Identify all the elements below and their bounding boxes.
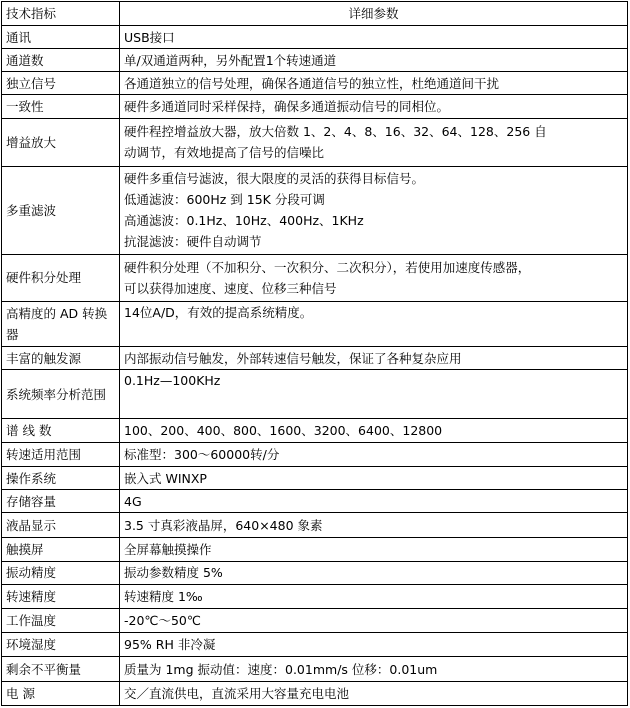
spec-detail-line: 4G	[124, 493, 142, 509]
table-row	[2, 26, 628, 49]
spec-detail-line: 转速精度 1‰	[124, 589, 203, 605]
spec-detail-line: 标准型：300～60000转/分	[124, 447, 280, 463]
spec-detail	[120, 681, 628, 705]
spec-name: 通讯	[2, 26, 120, 49]
spec-detail-line: 振动参数精度 5%	[124, 565, 223, 581]
spec-detail-line: 各通道独立的信号处理，确保各通道信号的独立性，杜绝通道间干扰	[124, 75, 500, 91]
table-header-row	[2, 2, 628, 26]
spec-detail-line: 质量为 1mg 振动值：速度：0.01mm/s 位移：0.01um	[124, 661, 438, 677]
table-row	[2, 561, 628, 584]
table-row	[2, 442, 628, 466]
spec-detail	[120, 254, 628, 301]
spec-detail	[120, 467, 628, 490]
spec-name: 系统频率分析范围	[2, 370, 120, 418]
spec-detail-line: 硬件多通道同时采样保持，确保多通道振动信号的同相位。	[124, 99, 450, 115]
spec-detail-line: 低通滤波：600Hz 到 15K 分段可调	[124, 192, 325, 208]
spec-name: 转速精度	[2, 584, 120, 608]
spec-detail-line: 3.5 寸真彩液晶屏，640×480 象素	[124, 517, 323, 533]
table-row	[2, 418, 628, 442]
spec-detail-line: 抗混滤波：硬件自动调节	[124, 234, 262, 250]
spec-name: 剩余不平衡量	[2, 657, 120, 681]
table-row	[2, 633, 628, 657]
spec-detail	[120, 370, 628, 418]
spec-detail	[120, 584, 628, 608]
table-row	[2, 72, 628, 95]
spec-detail	[120, 49, 628, 72]
table-row	[2, 301, 628, 346]
spec-detail	[120, 561, 628, 584]
table-row	[2, 49, 628, 72]
table-row	[2, 609, 628, 633]
spec-detail-line: USB接口	[124, 29, 175, 45]
table-row	[2, 584, 628, 608]
spec-detail-line: 0.1Hz—100KHz	[124, 373, 221, 389]
spec-detail-line: 嵌入式 WINXP	[124, 470, 207, 486]
table-row	[2, 95, 628, 118]
spec-detail-line: 95% RH 非冷凝	[124, 637, 216, 653]
table-row	[2, 370, 628, 418]
spec-detail-line: 硬件积分处理（不加积分、一次积分、二次积分），若使用加速度传感器，	[124, 259, 531, 275]
spec-detail	[120, 166, 628, 254]
table-row	[2, 254, 628, 301]
spec-detail	[120, 72, 628, 95]
spec-detail	[120, 657, 628, 681]
spec-name: 通道数	[2, 49, 120, 72]
table-row	[2, 513, 628, 537]
spec-detail-line: 14位A/D，有效的提高系统精度。	[124, 304, 313, 320]
spec-detail	[120, 513, 628, 537]
table-row	[2, 467, 628, 490]
spec-detail-line: 内部振动信号触发，外部转速信号触发，保证了各种复杂应用	[124, 350, 462, 366]
spec-detail	[120, 442, 628, 466]
spec-name: 工作温度	[2, 609, 120, 633]
spec-detail	[120, 118, 628, 166]
spec-detail	[120, 490, 628, 513]
spec-name: 操作系统	[2, 467, 120, 490]
table-row	[2, 118, 628, 166]
spec-name: 电 源	[2, 681, 120, 705]
spec-name: 振动精度	[2, 561, 120, 584]
spec-detail	[120, 418, 628, 442]
spec-name: 增益放大	[2, 118, 120, 166]
spec-detail-line: 可以获得加速度、速度、位移三种信号	[124, 280, 337, 296]
spec-name: 一致性	[2, 95, 120, 118]
spec-name: 多重滤波	[2, 166, 120, 254]
spec-detail-line: 高通滤波：0.1Hz、10Hz、400Hz、1KHz	[124, 213, 364, 229]
spec-detail-line: 全屏幕触摸操作	[124, 541, 212, 557]
spec-name: 触摸屏	[2, 537, 120, 561]
spec-name: 环境湿度	[2, 633, 120, 657]
spec-name: 高精度的 AD 转换器	[2, 301, 120, 346]
header-spec-detail: 详细参数	[120, 2, 628, 26]
table-body	[2, 26, 628, 706]
spec-detail	[120, 95, 628, 118]
spec-name: 丰富的触发源	[2, 347, 120, 370]
spec-name: 转速适用范围	[2, 442, 120, 466]
spec-name: 硬件积分处理	[2, 254, 120, 301]
spec-detail-line: 硬件多重信号滤波，很大限度的灵活的获得目标信号。	[124, 171, 425, 187]
spec-detail	[120, 609, 628, 633]
table-row	[2, 681, 628, 705]
spec-name: 独立信号	[2, 72, 120, 95]
spec-name: 液晶显示	[2, 513, 120, 537]
spec-detail-line: 交／直流供电，直流采用大容量充电电池	[124, 685, 350, 701]
header-spec-name: 技术指标	[2, 2, 120, 26]
spec-detail-line: 硬件程控增益放大器，放大倍数 1、2、4、8、16、32、64、128、256 自	[124, 124, 547, 140]
spec-detail-line: 单/双通道两种，另外配置1个转速通道	[124, 52, 337, 68]
spec-name: 存储容量	[2, 490, 120, 513]
table-row	[2, 657, 628, 681]
spec-detail	[120, 301, 628, 346]
spec-detail	[120, 347, 628, 370]
spec-name: 谱 线 数	[2, 418, 120, 442]
table-row	[2, 490, 628, 513]
spec-detail	[120, 537, 628, 561]
spec-table	[1, 1, 628, 706]
table-row	[2, 166, 628, 254]
table-row	[2, 537, 628, 561]
table-row	[2, 347, 628, 370]
spec-detail	[120, 26, 628, 49]
spec-detail-line: 动调节，有效地提高了信号的信噪比	[124, 145, 325, 161]
spec-detail-line: -20℃～50℃	[124, 613, 201, 629]
spec-detail	[120, 633, 628, 657]
spec-detail-line: 100、200、400、800、1600、3200、6400、12800	[124, 422, 443, 438]
